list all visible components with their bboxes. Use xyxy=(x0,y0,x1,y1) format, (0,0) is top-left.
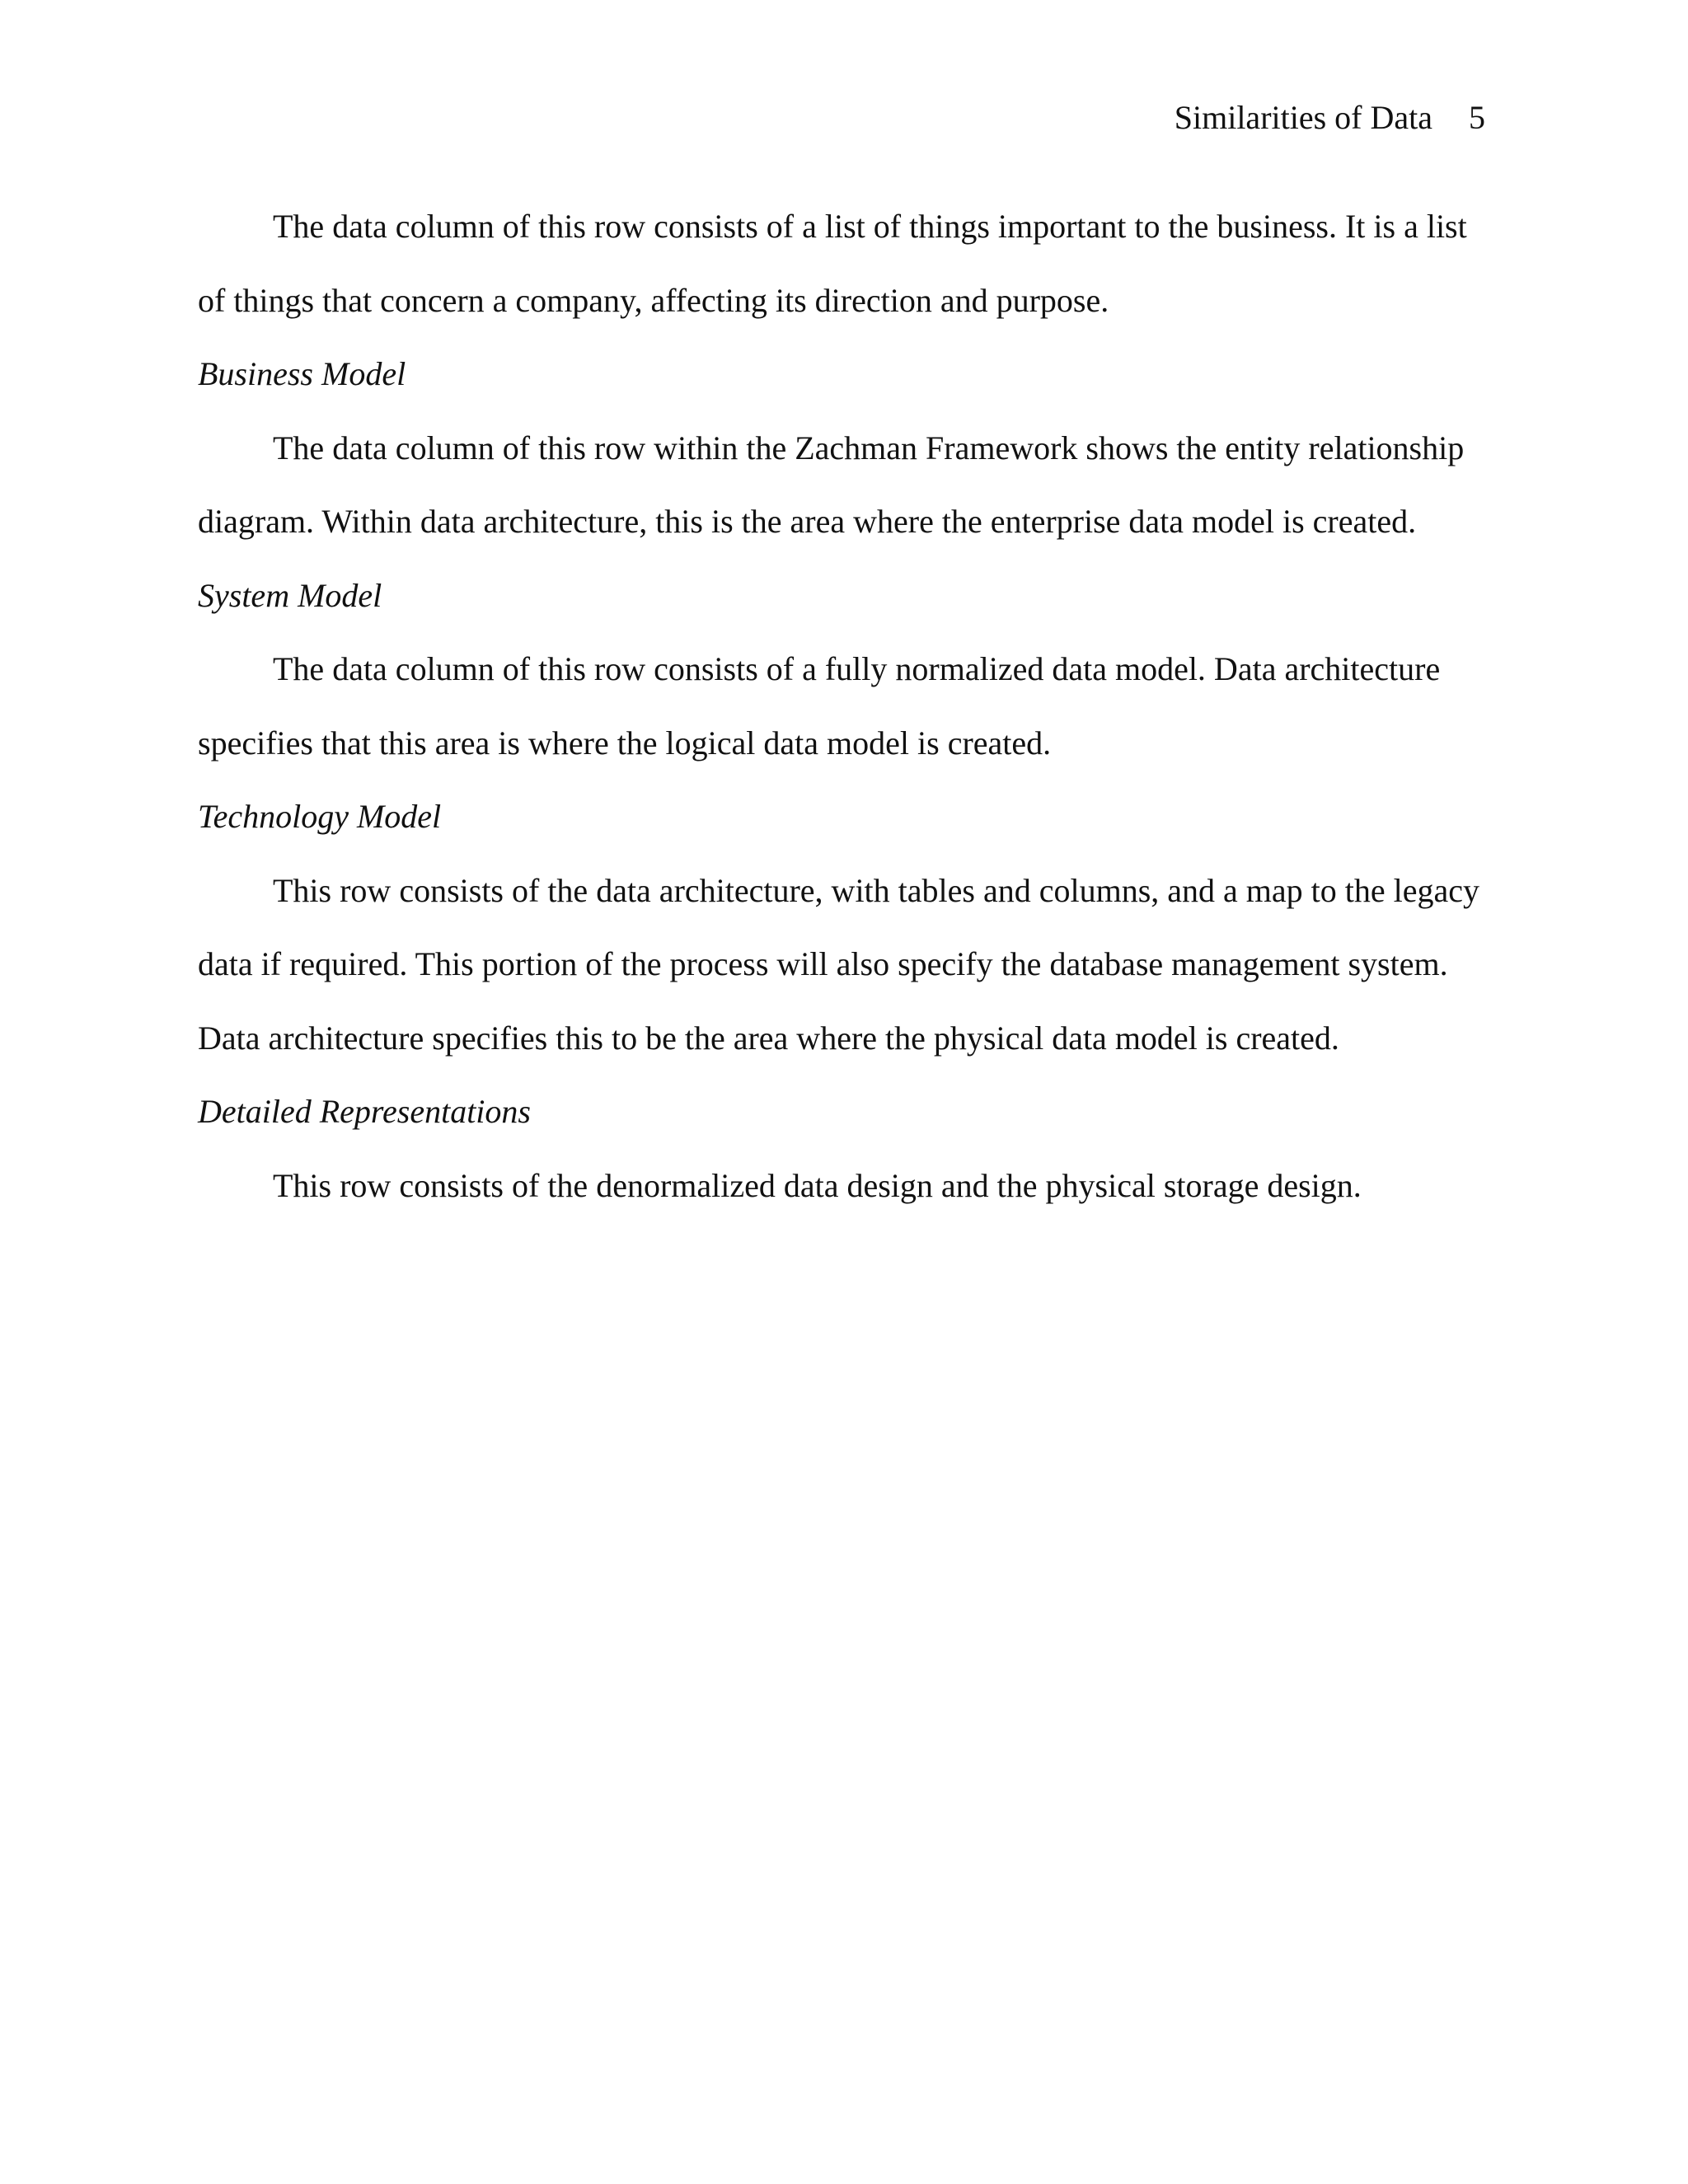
section-heading-detailed-representations: Detailed Representations xyxy=(198,1093,531,1130)
section-paragraph-technology-model: This row consists of the data architecture, with tables and columns, and a map to the legacy data if required. This portion of the process will also specify the database management system. Data architecture specifies this to be the area where the physical data model is created. xyxy=(198,871,1480,1057)
section-heading-technology-model: Technology Model xyxy=(198,798,442,835)
section-paragraph-detailed-representations: This row consists of the denormalized data design and the physical storage design. xyxy=(273,1166,1362,1204)
running-head xyxy=(1175,92,1485,143)
section-paragraph-business-model: The data column of this row within the Zachman Framework shows the entity relationship diagram. Within data architecture, this is the area where the enterprise data model is created. xyxy=(198,429,1465,540)
section-paragraph-system-model: The data column of this row consists of a fully normalized data model. Data architecture specifies that this area is where the logical data model is created. xyxy=(198,650,1441,762)
intro-paragraph: The data column of this row consists of a list of things important to the business. It is a list of things that concern a company, affecting its direction and purpose. xyxy=(198,208,1467,319)
running-head-title: Similarities of Data xyxy=(1174,99,1432,136)
page-number: 5 xyxy=(1469,99,1485,136)
section-heading-system-model: System Model xyxy=(198,576,382,614)
section-heading-business-model: Business Model xyxy=(198,355,406,392)
document-body xyxy=(198,190,1490,1222)
